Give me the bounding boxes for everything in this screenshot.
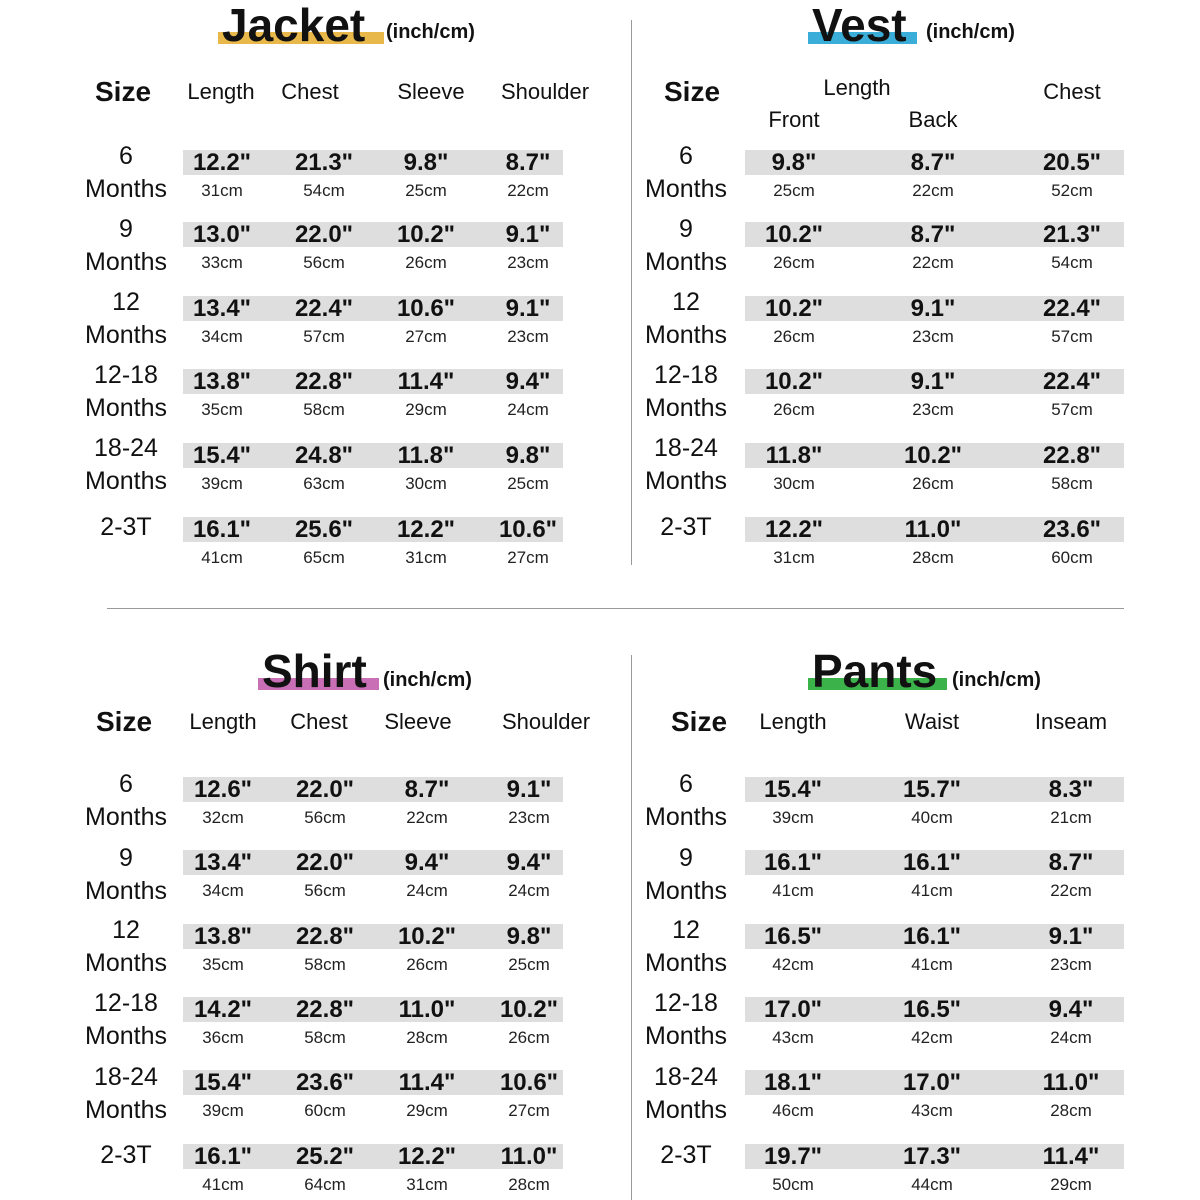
jacket-value-inch: 9.1" [505,221,551,248]
shirt-value-inch: 12.6" [193,776,253,803]
pants-value-cm: 41cm [911,881,953,900]
jacket-value-cm: 23cm [507,253,549,272]
pants-size-label: 12 [672,916,700,944]
pants-value-cm: 23cm [1050,955,1092,974]
pants-title: Pants [812,645,938,697]
vest-value-inch: 10.2" [903,442,963,469]
shirt-value-inch: 14.2" [193,996,253,1023]
vest-size-label: 9 [679,215,693,243]
jacket-size-label: 6 [119,142,133,170]
pants-value-inch: 19.7" [763,1143,823,1170]
jacket-value-cm: 27cm [507,548,549,567]
shirt-size-label: Months [85,1022,167,1050]
pants-size-label: 6 [679,770,693,798]
pants-unit: (inch/cm) [952,669,1041,691]
shirt-value-cm: 26cm [406,955,448,974]
jacket-size-label: Months [85,248,167,276]
jacket-size-label: 12-18 [94,361,158,389]
pants-value-cm: 39cm [772,808,814,827]
jacket-value-inch: 12.2" [396,516,456,543]
shirt-value-cm: 31cm [406,1175,448,1194]
jacket-value-inch: 13.4" [192,295,252,322]
shirt-value-cm: 41cm [202,1175,244,1194]
jacket-value-inch: 11.4" [397,368,455,395]
vest-value-inch: 21.3" [1042,221,1102,248]
shirt-value-cm: 24cm [406,881,448,900]
vest-value-inch: 11.8" [765,442,823,469]
pants-size-label: Months [645,1096,727,1124]
vest-value-cm: 60cm [1051,548,1093,567]
jacket-value-inch: 9.8" [505,442,551,469]
vest-value-cm: 58cm [1051,474,1093,493]
shirt-value-cm: 22cm [406,808,448,827]
jacket-size-label: 9 [119,215,133,243]
shirt-value-inch: 9.8" [506,923,552,950]
pants-value-inch: 11.4" [1042,1143,1100,1170]
jacket-size-header: Size [95,76,152,107]
shirt-value-inch: 22.8" [295,996,355,1023]
vest-value-inch: 9.1" [910,295,956,322]
vest-value-cm: 25cm [773,181,815,200]
vest-value-inch: 22.4" [1042,368,1102,395]
shirt-value-inch: 23.6" [295,1069,355,1096]
vest-value-inch: 23.6" [1042,516,1102,543]
vest-column-header-front: Front [768,107,820,132]
vertical-divider-bottom [631,655,632,1200]
vest-value-inch: 8.7" [910,221,956,248]
pants-value-inch: 16.5" [902,996,962,1023]
jacket-value-inch: 9.8" [403,149,449,176]
shirt-value-inch: 22.0" [295,776,355,803]
pants-value-inch: 18.1" [763,1069,823,1096]
pants-size-label: 9 [679,844,693,872]
shirt-size-label: Months [85,949,167,977]
vest-value-inch: 20.5" [1042,149,1102,176]
shirt-column-header-shoulder: Shoulder [501,709,591,734]
pants-value-inch: 8.7" [1048,849,1094,876]
vest-group-header-length: Length [823,75,891,100]
jacket-value-inch: 9.4" [505,368,551,395]
shirt-value-inch: 10.2" [397,923,457,950]
shirt-value-cm: 26cm [508,1028,550,1047]
pants-value-cm: 41cm [772,881,814,900]
pants-value-cm: 46cm [772,1101,814,1120]
vest-value-inch: 10.2" [764,368,824,395]
shirt-size-label: Months [85,877,167,905]
vest-value-inch: 22.4" [1042,295,1102,322]
shirt-size-label: 18-24 [94,1063,158,1091]
pants-value-cm: 42cm [911,1028,953,1047]
jacket-value-cm: 25cm [405,181,447,200]
pants-value-inch: 16.1" [902,849,962,876]
jacket-value-cm: 34cm [201,327,243,346]
vest-size-label: 2-3T [660,513,712,541]
vest-title: Vest [812,0,907,51]
shirt-value-inch: 12.2" [397,1143,457,1170]
jacket-value-cm: 33cm [201,253,243,272]
shirt-size-label: 6 [119,770,133,798]
vest-size-label: 18-24 [654,434,718,462]
shirt-value-cm: 36cm [202,1028,244,1047]
jacket-value-inch: 9.1" [505,295,551,322]
pants-value-inch: 16.1" [763,849,823,876]
jacket-value-cm: 31cm [405,548,447,567]
shirt-value-inch: 22.0" [295,849,355,876]
jacket-value-inch: 11.8" [397,442,455,469]
jacket-value-cm: 35cm [201,400,243,419]
vest-value-cm: 26cm [912,474,954,493]
jacket-value-cm: 27cm [405,327,447,346]
pants-value-cm: 43cm [911,1101,953,1120]
vest-size-label: Months [645,321,727,349]
vest-value-cm: 22cm [912,253,954,272]
vest-size-label: Months [645,248,727,276]
vest-size-label: Months [645,175,727,203]
pants-value-cm: 28cm [1050,1101,1092,1120]
pants-value-inch: 17.0" [902,1069,962,1096]
jacket-value-inch: 15.4" [192,442,252,469]
vest-value-inch: 11.0" [904,516,962,543]
vest-size-label: Months [645,394,727,422]
vest-value-cm: 23cm [912,400,954,419]
vest-value-inch: 8.7" [910,149,956,176]
pants-value-cm: 50cm [772,1175,814,1194]
vest-value-inch: 22.8" [1042,442,1102,469]
jacket-value-cm: 22cm [507,181,549,200]
shirt-value-inch: 11.0" [398,996,456,1023]
jacket-column-header-chest: Chest [281,79,339,104]
vest-value-cm: 54cm [1051,253,1093,272]
jacket-value-cm: 58cm [303,400,345,419]
shirt-size-header: Size [96,706,153,737]
pants-size-header: Size [671,706,728,737]
shirt-size-label: 9 [119,844,133,872]
shirt-value-inch: 16.1" [193,1143,253,1170]
vertical-divider-top [631,20,632,565]
jacket-value-cm: 26cm [405,253,447,272]
pants-value-cm: 44cm [911,1175,953,1194]
shirt-value-cm: 28cm [508,1175,550,1194]
jacket-size-label: Months [85,467,167,495]
shirt-value-cm: 34cm [202,881,244,900]
jacket-column-header-sleeve: Sleeve [397,79,465,104]
shirt-value-cm: 27cm [508,1101,550,1120]
shirt-value-cm: 24cm [508,881,550,900]
vest-unit: (inch/cm) [926,21,1015,43]
jacket-value-cm: 39cm [201,474,243,493]
jacket-size-label: Months [85,321,167,349]
pants-column-header-inseam: Inseam [1034,709,1108,734]
pants-size-label: Months [645,949,727,977]
shirt-size-label: Months [85,803,167,831]
jacket-value-inch: 10.2" [396,221,456,248]
shirt-size-label: 12-18 [94,989,158,1017]
pants-size-label: Months [645,803,727,831]
jacket-unit: (inch/cm) [386,21,475,43]
shirt-column-header-length: Length [189,709,257,734]
pants-value-inch: 15.4" [763,776,823,803]
jacket-value-cm: 31cm [201,181,243,200]
jacket-value-cm: 23cm [507,327,549,346]
jacket-value-inch: 22.4" [294,295,354,322]
pants-value-cm: 21cm [1050,808,1092,827]
jacket-size-label: 12 [112,288,140,316]
shirt-value-inch: 9.1" [506,776,552,803]
jacket-size-label: Months [85,175,167,203]
vest-value-cm: 23cm [912,327,954,346]
pants-column-header-waist: Waist [904,709,960,734]
vest-value-inch: 10.2" [764,295,824,322]
shirt-unit: (inch/cm) [383,669,472,691]
shirt-value-inch: 11.4" [398,1069,456,1096]
pants-value-inch: 8.3" [1048,776,1094,803]
vest-size-label: Months [645,467,727,495]
vest-value-cm: 26cm [773,400,815,419]
shirt-value-cm: 32cm [202,808,244,827]
horizontal-divider [107,608,1124,609]
jacket-value-inch: 16.1" [192,516,252,543]
shirt-column-header-chest: Chest [290,709,348,734]
pants-value-cm: 22cm [1050,881,1092,900]
shirt-value-inch: 13.4" [193,849,253,876]
pants-value-inch: 16.5" [763,923,823,950]
pants-size-label: Months [645,877,727,905]
vest-column-header-chest: Chest [1043,79,1101,104]
shirt-value-inch: 10.6" [499,1069,559,1096]
shirt-value-cm: 29cm [406,1101,448,1120]
jacket-value-cm: 57cm [303,327,345,346]
vest-value-cm: 22cm [912,181,954,200]
vest-value-cm: 57cm [1051,327,1093,346]
shirt-value-cm: 25cm [508,955,550,974]
vest-value-cm: 30cm [773,474,815,493]
jacket-value-inch: 22.8" [294,368,354,395]
shirt-value-cm: 35cm [202,955,244,974]
pants-size-label: 12-18 [654,989,718,1017]
shirt-value-cm: 56cm [304,881,346,900]
shirt-value-inch: 25.2" [295,1143,355,1170]
pants-size-label: 2-3T [660,1141,712,1169]
pants-column-header-length: Length [759,709,827,734]
vest-size-label: 12 [672,288,700,316]
shirt-value-cm: 39cm [202,1101,244,1120]
vest-value-inch: 9.1" [910,368,956,395]
vest-value-inch: 12.2" [764,516,824,543]
jacket-value-cm: 30cm [405,474,447,493]
shirt-value-inch: 8.7" [404,776,450,803]
pants-value-inch: 17.0" [763,996,823,1023]
jacket-size-label: Months [85,394,167,422]
jacket-value-inch: 10.6" [498,516,558,543]
shirt-size-label: 2-3T [100,1141,152,1169]
jacket-value-inch: 24.8" [294,442,354,469]
jacket-value-inch: 25.6" [294,516,354,543]
shirt-title: Shirt [262,645,367,697]
pants-value-cm: 42cm [772,955,814,974]
vest-value-cm: 26cm [773,327,815,346]
jacket-title: Jacket [222,0,366,51]
jacket-value-cm: 24cm [507,400,549,419]
jacket-size-label: 2-3T [100,513,152,541]
pants-value-cm: 24cm [1050,1028,1092,1047]
jacket-value-cm: 29cm [405,400,447,419]
vest-value-cm: 57cm [1051,400,1093,419]
vest-size-label: 6 [679,142,693,170]
vest-value-cm: 31cm [773,548,815,567]
shirt-value-inch: 9.4" [506,849,552,876]
shirt-value-cm: 28cm [406,1028,448,1047]
jacket-value-inch: 22.0" [294,221,354,248]
shirt-value-cm: 56cm [304,808,346,827]
pants-value-cm: 41cm [911,955,953,974]
pants-value-inch: 16.1" [902,923,962,950]
jacket-value-cm: 56cm [303,253,345,272]
shirt-value-cm: 58cm [304,955,346,974]
shirt-value-inch: 22.8" [295,923,355,950]
shirt-value-inch: 13.8" [193,923,253,950]
jacket-value-cm: 54cm [303,181,345,200]
pants-value-inch: 17.3" [902,1143,962,1170]
jacket-column-header-length: Length [187,79,255,104]
vest-value-inch: 9.8" [771,149,817,176]
pants-value-inch: 15.7" [902,776,962,803]
pants-value-inch: 11.0" [1042,1069,1100,1096]
jacket-value-cm: 65cm [303,548,345,567]
vest-column-header-back: Back [908,107,958,132]
jacket-size-label: 18-24 [94,434,158,462]
shirt-column-header-sleeve: Sleeve [384,709,452,734]
pants-value-cm: 29cm [1050,1175,1092,1194]
pants-value-inch: 9.1" [1048,923,1094,950]
jacket-value-cm: 25cm [507,474,549,493]
jacket-value-cm: 63cm [303,474,345,493]
jacket-value-inch: 12.2" [192,149,252,176]
shirt-value-cm: 64cm [304,1175,346,1194]
shirt-value-cm: 23cm [508,808,550,827]
jacket-value-inch: 13.8" [192,368,252,395]
vest-value-cm: 26cm [773,253,815,272]
jacket-value-inch: 21.3" [294,149,354,176]
shirt-value-inch: 15.4" [193,1069,253,1096]
shirt-size-label: 12 [112,916,140,944]
jacket-value-inch: 10.6" [396,295,456,322]
pants-value-inch: 9.4" [1048,996,1094,1023]
pants-size-label: Months [645,1022,727,1050]
shirt-value-inch: 10.2" [499,996,559,1023]
shirt-size-label: Months [85,1096,167,1124]
vest-value-cm: 52cm [1051,181,1093,200]
shirt-value-cm: 58cm [304,1028,346,1047]
vest-value-inch: 10.2" [764,221,824,248]
shirt-value-inch: 11.0" [500,1143,558,1170]
jacket-value-inch: 13.0" [192,221,252,248]
jacket-column-header-shoulder: Shoulder [500,79,590,104]
jacket-value-inch: 8.7" [505,149,551,176]
vest-size-label: 12-18 [654,361,718,389]
shirt-value-cm: 60cm [304,1101,346,1120]
vest-size-header: Size [664,76,721,107]
vest-value-cm: 28cm [912,548,954,567]
jacket-value-cm: 41cm [201,548,243,567]
pants-value-cm: 43cm [772,1028,814,1047]
shirt-value-inch: 9.4" [404,849,450,876]
pants-size-label: 18-24 [654,1063,718,1091]
pants-value-cm: 40cm [911,808,953,827]
